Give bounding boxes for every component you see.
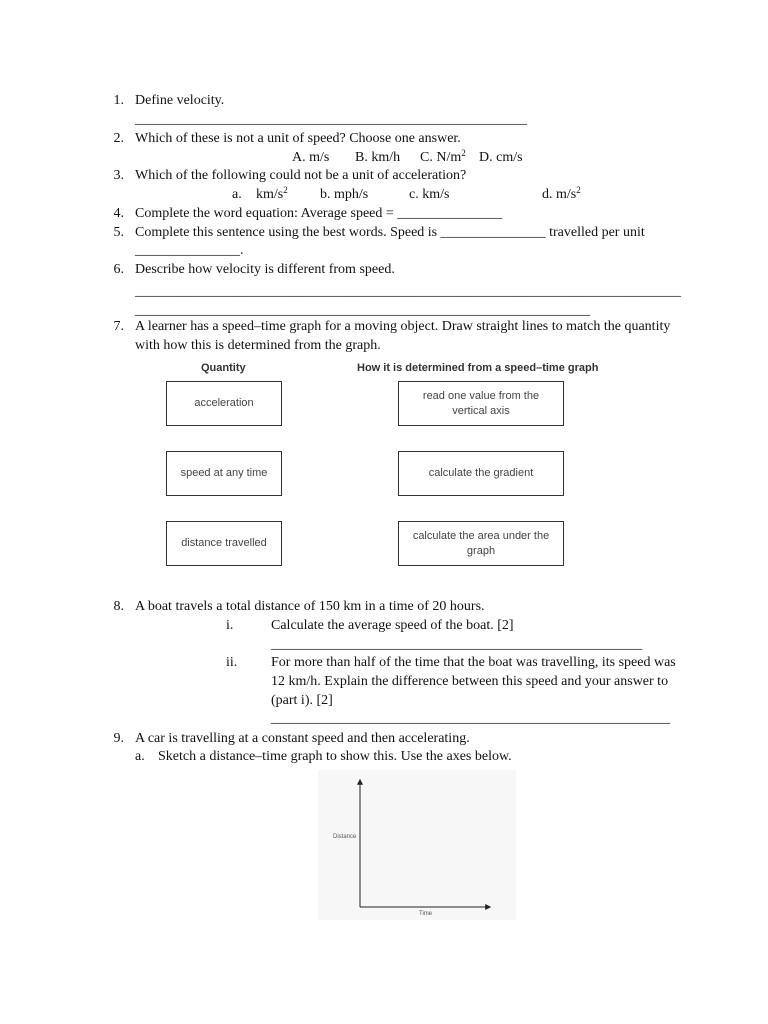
question-2-option-d: D. cm/s [479,150,523,165]
question-3-option-c: c. km/s [409,187,450,202]
question-5-number: 5. [113,225,124,240]
question-2-number: 2. [113,131,124,146]
question-8-ii-answer-line: _________________________________________________________ [271,711,670,726]
question-8-text: A boat travels a total distance of 150 km in a time of 20 hours. [135,599,485,614]
question-3-option-a: $km/s^2$ [256,185,288,202]
quantity-box-acceleration[interactable]: acceleration [166,381,282,426]
question-8-number: 8. [113,599,124,614]
question-1-number: 1. [113,93,124,108]
quantity-column-heading: Quantity [201,362,246,374]
question-1-answer-line: ________________________________________________________ [135,112,527,127]
question-8-ii-text-line-1: For more than half of the time that the boat was travelling, its speed was [271,655,676,670]
distance-time-axes [318,770,516,920]
question-7-text-line-1: A learner has a speed–time graph for a moving object. Draw straight lines to match the quantity [135,319,671,334]
method-box-area[interactable]: calculate the area under the graph [398,521,564,566]
question-4-number: 4. [113,206,124,221]
question-2-option-c: C. $N/m^2$ [420,148,466,165]
question-8-ii-number: ii. [226,655,238,670]
question-4-text: Complete the word equation: Average speed = _______________ [135,206,503,221]
question-8-ii-text-line-3: (part i). [2] [271,693,333,708]
y-axis-label: Distance [333,834,357,840]
question-7-number: 7. [113,319,124,334]
question-9-a-text: Sketch a distance–time graph to show this. Use the axes below. [158,749,512,764]
question-8-ii-text-line-2: 12 km/h. Explain the difference between this speed and your answer to [271,674,669,689]
question-2-text: Which of these is not a unit of speed? Choose one answer. [135,131,461,146]
method-box-read-value[interactable]: read one value from the vertical axis [398,381,564,426]
question-6-answer-line-1: ______________________________________________________________________________ [135,284,681,299]
question-9-text: A car is travelling at a constant speed and then accelerating. [135,731,470,746]
question-3-number: 3. [113,168,124,183]
question-6-answer-line-2: _________________________________________________________________ [135,303,590,318]
question-8-i-answer-line: _____________________________________________________ [271,637,642,652]
question-6-number: 6. [113,262,124,277]
question-5-text: Complete this sentence using the best words. Speed is _______________ travelled per unit [135,225,645,240]
question-2-option-b: B. km/h [355,150,401,165]
question-7-text-line-2: with how this is determined from the graph. [135,338,381,353]
quantity-box-speed[interactable]: speed at any time [166,451,282,496]
question-3-text: Which of the following could not be a unit of acceleration? [135,168,467,183]
quantity-box-distance[interactable]: distance travelled [166,521,282,566]
x-axis-label: Time [419,911,433,917]
question-2-option-a: A. m/s [292,150,330,165]
question-9-a-number: a. [135,749,145,764]
question-3-option-b: b. mph/s [320,187,369,202]
question-6-text: Describe how velocity is different from speed. [135,262,395,277]
method-box-gradient[interactable]: calculate the gradient [398,451,564,496]
method-column-heading: How it is determined from a speed–time graph [357,362,599,374]
question-8-i-text: Calculate the average speed of the boat. [2] [271,618,514,633]
question-5-answer-line: _______________. [135,243,244,258]
question-3-option-a-letter: a. [232,187,242,202]
question-9-number: 9. [113,731,124,746]
question-3-option-d: d. $m/s^2$ [542,185,581,202]
question-1-text: Define velocity. [135,93,225,108]
question-8-i-number: i. [226,618,234,633]
